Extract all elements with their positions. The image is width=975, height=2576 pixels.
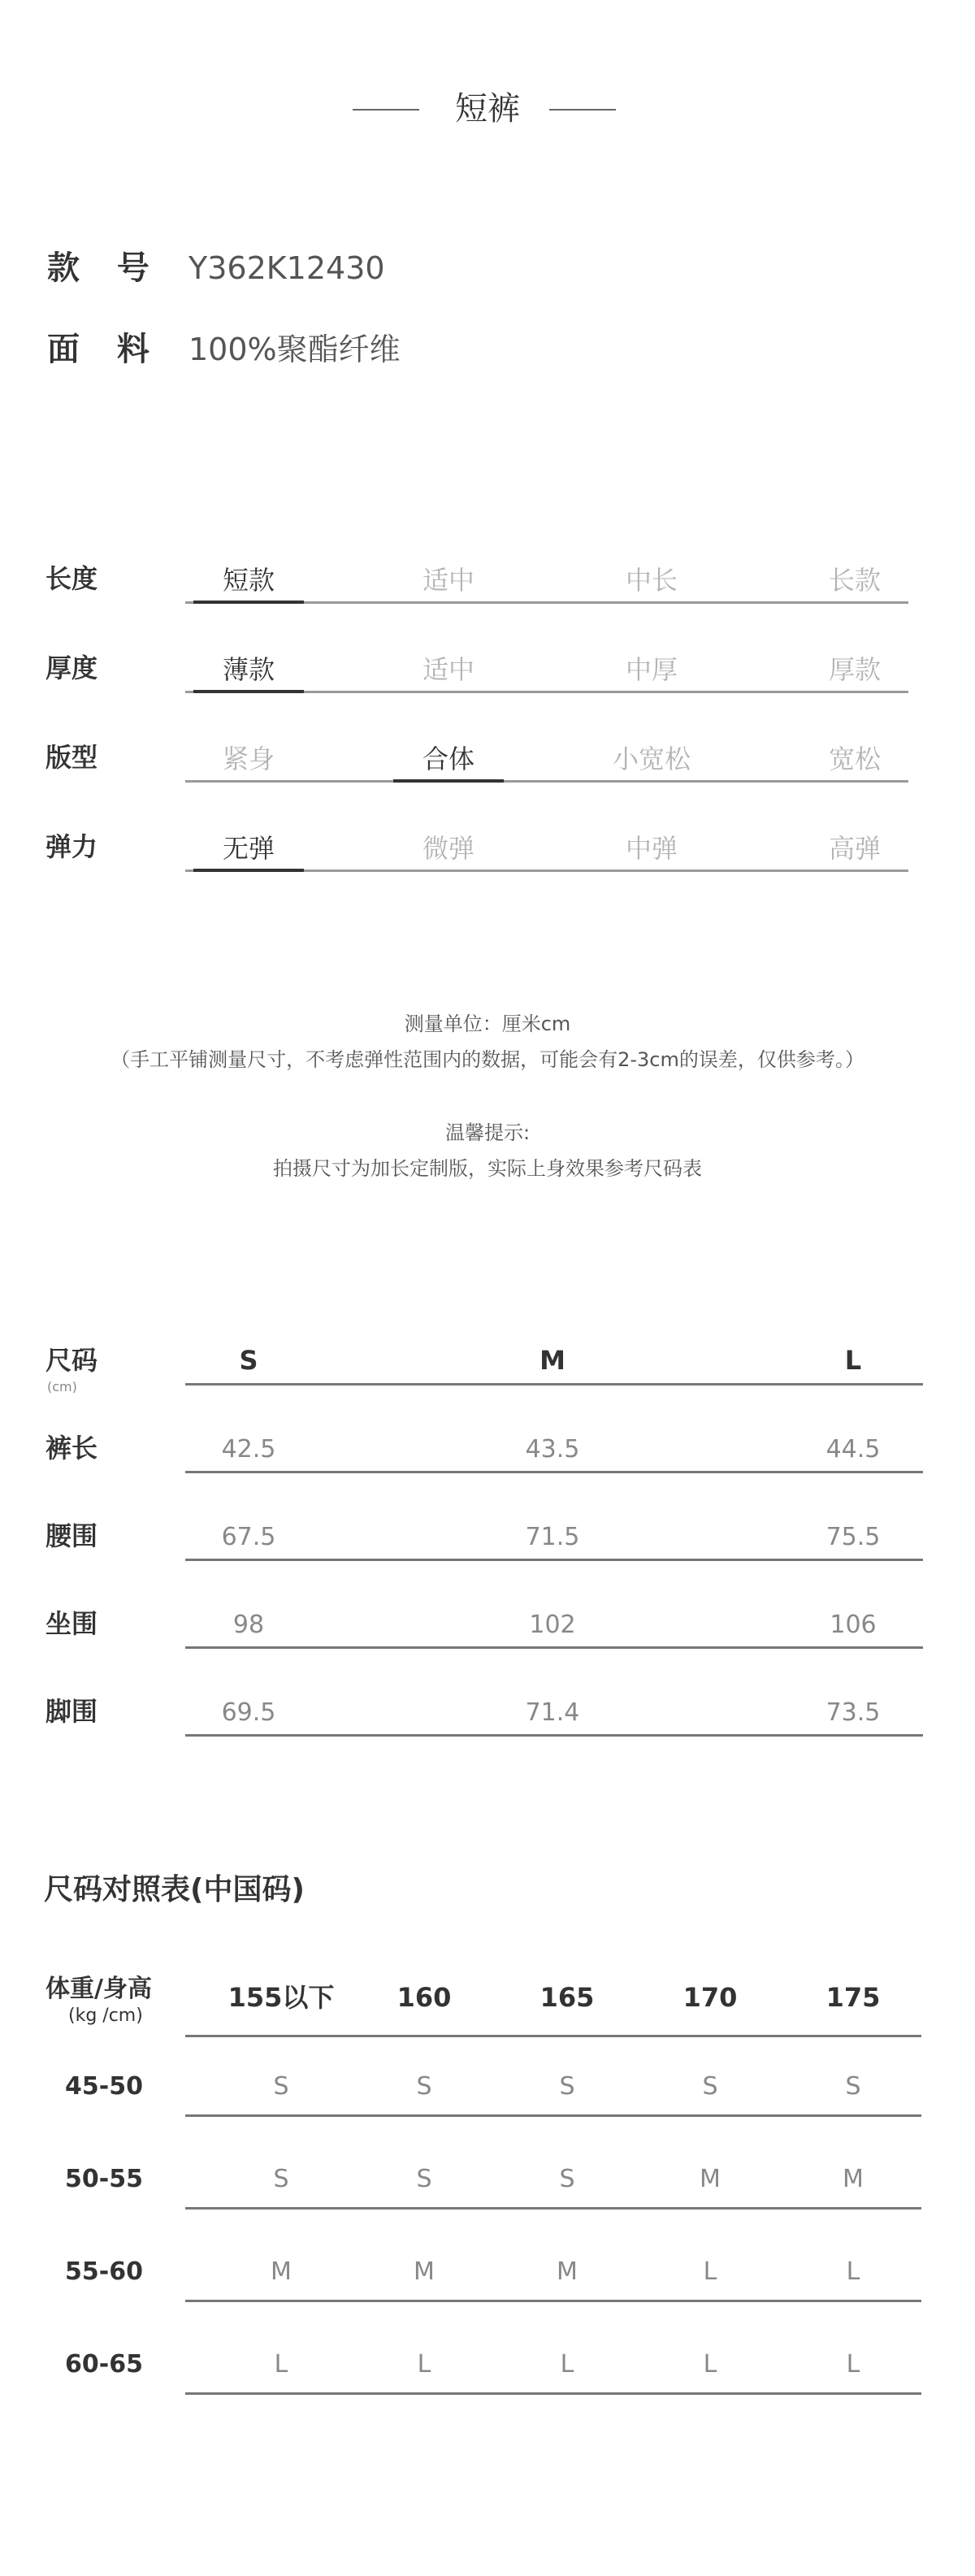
size-cell: 102 xyxy=(529,1611,576,1639)
attribute-option: 小宽松 xyxy=(612,744,691,774)
attribute-option: 中厚 xyxy=(625,654,678,685)
size-header-label: 尺码 xyxy=(46,1345,98,1376)
height-column-header: 175 xyxy=(826,1982,881,2013)
height-column-header: 170 xyxy=(682,1982,738,2013)
size-chart-row-line xyxy=(185,2207,921,2210)
attribute-option: 短款 xyxy=(222,565,275,596)
size-chart-cell: S xyxy=(273,2072,289,2101)
size-row-label: 坐围 xyxy=(46,1608,98,1639)
size-chart-cell: L xyxy=(417,2350,431,2379)
height-column-header: 160 xyxy=(396,1982,452,2013)
attribute-option: 长款 xyxy=(828,565,881,596)
attribute-option: 适中 xyxy=(422,565,474,596)
size-chart-cell: S xyxy=(559,2165,575,2193)
size-column-header: M xyxy=(540,1345,566,1376)
attribute-option: 宽松 xyxy=(828,744,881,774)
attribute-label: 长度 xyxy=(46,563,98,594)
height-column-header: 165 xyxy=(540,1982,595,2013)
size-chart-cell: M xyxy=(700,2165,721,2193)
size-chart-cell: S xyxy=(702,2072,718,2101)
size-row-line xyxy=(185,1471,923,1473)
size-chart-corner-unit: (kg /cm) xyxy=(68,2006,143,2026)
size-chart-header-line xyxy=(185,2035,921,2037)
tip-text: 拍摄尺寸为加长定制版，实际上身效果参考尺码表 xyxy=(273,1157,702,1180)
height-column-header: 155以下 xyxy=(228,1982,335,2013)
tip-title: 温馨提示: xyxy=(444,1121,531,1144)
size-cell: 43.5 xyxy=(525,1435,580,1464)
style-number-label: 款 号 xyxy=(47,249,162,287)
size-row-label: 腰围 xyxy=(46,1520,98,1551)
attribute-option: 薄款 xyxy=(222,654,275,685)
title-right-rule xyxy=(549,109,616,111)
size-chart-cell: M xyxy=(414,2257,435,2286)
size-cell: 67.5 xyxy=(221,1523,276,1551)
size-chart-cell: S xyxy=(416,2072,432,2101)
size-cell: 75.5 xyxy=(826,1523,881,1551)
size-chart-cell: L xyxy=(846,2350,860,2379)
page-title: 短裤 xyxy=(455,90,520,128)
attribute-selected-marker xyxy=(193,690,304,693)
attribute-option: 中长 xyxy=(625,565,678,596)
size-cell: 71.4 xyxy=(525,1698,580,1727)
size-chart-cell: M xyxy=(557,2257,578,2286)
size-unit: (cm) xyxy=(47,1379,77,1394)
size-cell: 69.5 xyxy=(221,1698,276,1727)
size-chart-cell: S xyxy=(416,2165,432,2193)
size-cell: 73.5 xyxy=(826,1698,881,1727)
size-chart-title: 尺码对照表(中国码) xyxy=(44,1873,305,1906)
size-chart-cell: L xyxy=(846,2257,860,2286)
size-chart-cell: L xyxy=(703,2257,717,2286)
size-cell: 44.5 xyxy=(826,1435,881,1464)
fabric-value: 100%聚酯纤维 xyxy=(188,332,401,367)
weight-row-label: 50-55 xyxy=(65,2165,143,2193)
size-row-line xyxy=(185,1646,923,1649)
size-chart-row-line xyxy=(185,2114,921,2117)
fabric-label: 面 料 xyxy=(47,331,162,368)
measure-unit-note: 测量单位：厘米cm xyxy=(404,1013,571,1035)
attribute-option: 紧身 xyxy=(222,744,275,774)
size-cell: 71.5 xyxy=(525,1523,580,1551)
size-chart-cell: M xyxy=(271,2257,292,2286)
size-cell: 98 xyxy=(232,1611,265,1639)
size-row-label: 脚围 xyxy=(46,1696,98,1727)
attribute-option: 厚款 xyxy=(828,654,881,685)
size-row-label: 裤长 xyxy=(46,1433,98,1464)
attribute-option: 微弹 xyxy=(422,833,474,864)
size-chart-cell: S xyxy=(273,2165,289,2193)
attribute-selected-marker xyxy=(193,869,304,872)
size-column-header: L xyxy=(844,1345,862,1376)
size-chart-row-line xyxy=(185,2300,921,2302)
attribute-option: 适中 xyxy=(422,654,474,685)
attribute-selected-marker xyxy=(393,779,504,783)
attribute-label: 弹力 xyxy=(46,831,98,862)
page-title-block xyxy=(0,85,975,133)
attribute-option: 中弹 xyxy=(625,833,678,864)
size-cell: 42.5 xyxy=(221,1435,276,1464)
size-chart-cell: S xyxy=(559,2072,575,2101)
weight-row-label: 45-50 xyxy=(65,2072,143,2101)
size-row-line xyxy=(185,1559,923,1561)
size-chart-cell: L xyxy=(703,2350,717,2379)
size-cell: 106 xyxy=(830,1611,877,1639)
attribute-label: 厚度 xyxy=(46,653,98,683)
attribute-option: 无弹 xyxy=(222,833,275,864)
measure-disclaimer: （手工平铺测量尺寸，不考虑弹性范围内的数据，可能会有2-3cm的误差，仅供参考。） xyxy=(110,1048,864,1071)
size-chart-cell: L xyxy=(274,2350,288,2379)
size-row-line xyxy=(185,1734,923,1737)
attribute-label: 版型 xyxy=(46,742,98,773)
size-column-header: S xyxy=(239,1345,258,1376)
size-chart-cell: M xyxy=(843,2165,864,2193)
weight-row-label: 60-65 xyxy=(65,2350,143,2379)
size-chart-row-line xyxy=(185,2392,921,2395)
attribute-scale-line xyxy=(185,780,908,783)
size-chart-cell: L xyxy=(560,2350,574,2379)
attribute-option: 合体 xyxy=(422,744,474,774)
weight-row-label: 55-60 xyxy=(65,2257,143,2286)
attribute-option: 高弹 xyxy=(828,833,881,864)
size-chart-corner: 体重/身高 xyxy=(46,1975,152,2003)
style-number-value: Y362K12430 xyxy=(188,250,385,286)
size-header-line xyxy=(185,1383,923,1386)
attribute-selected-marker xyxy=(193,601,304,604)
size-chart-cell: S xyxy=(845,2072,861,2101)
